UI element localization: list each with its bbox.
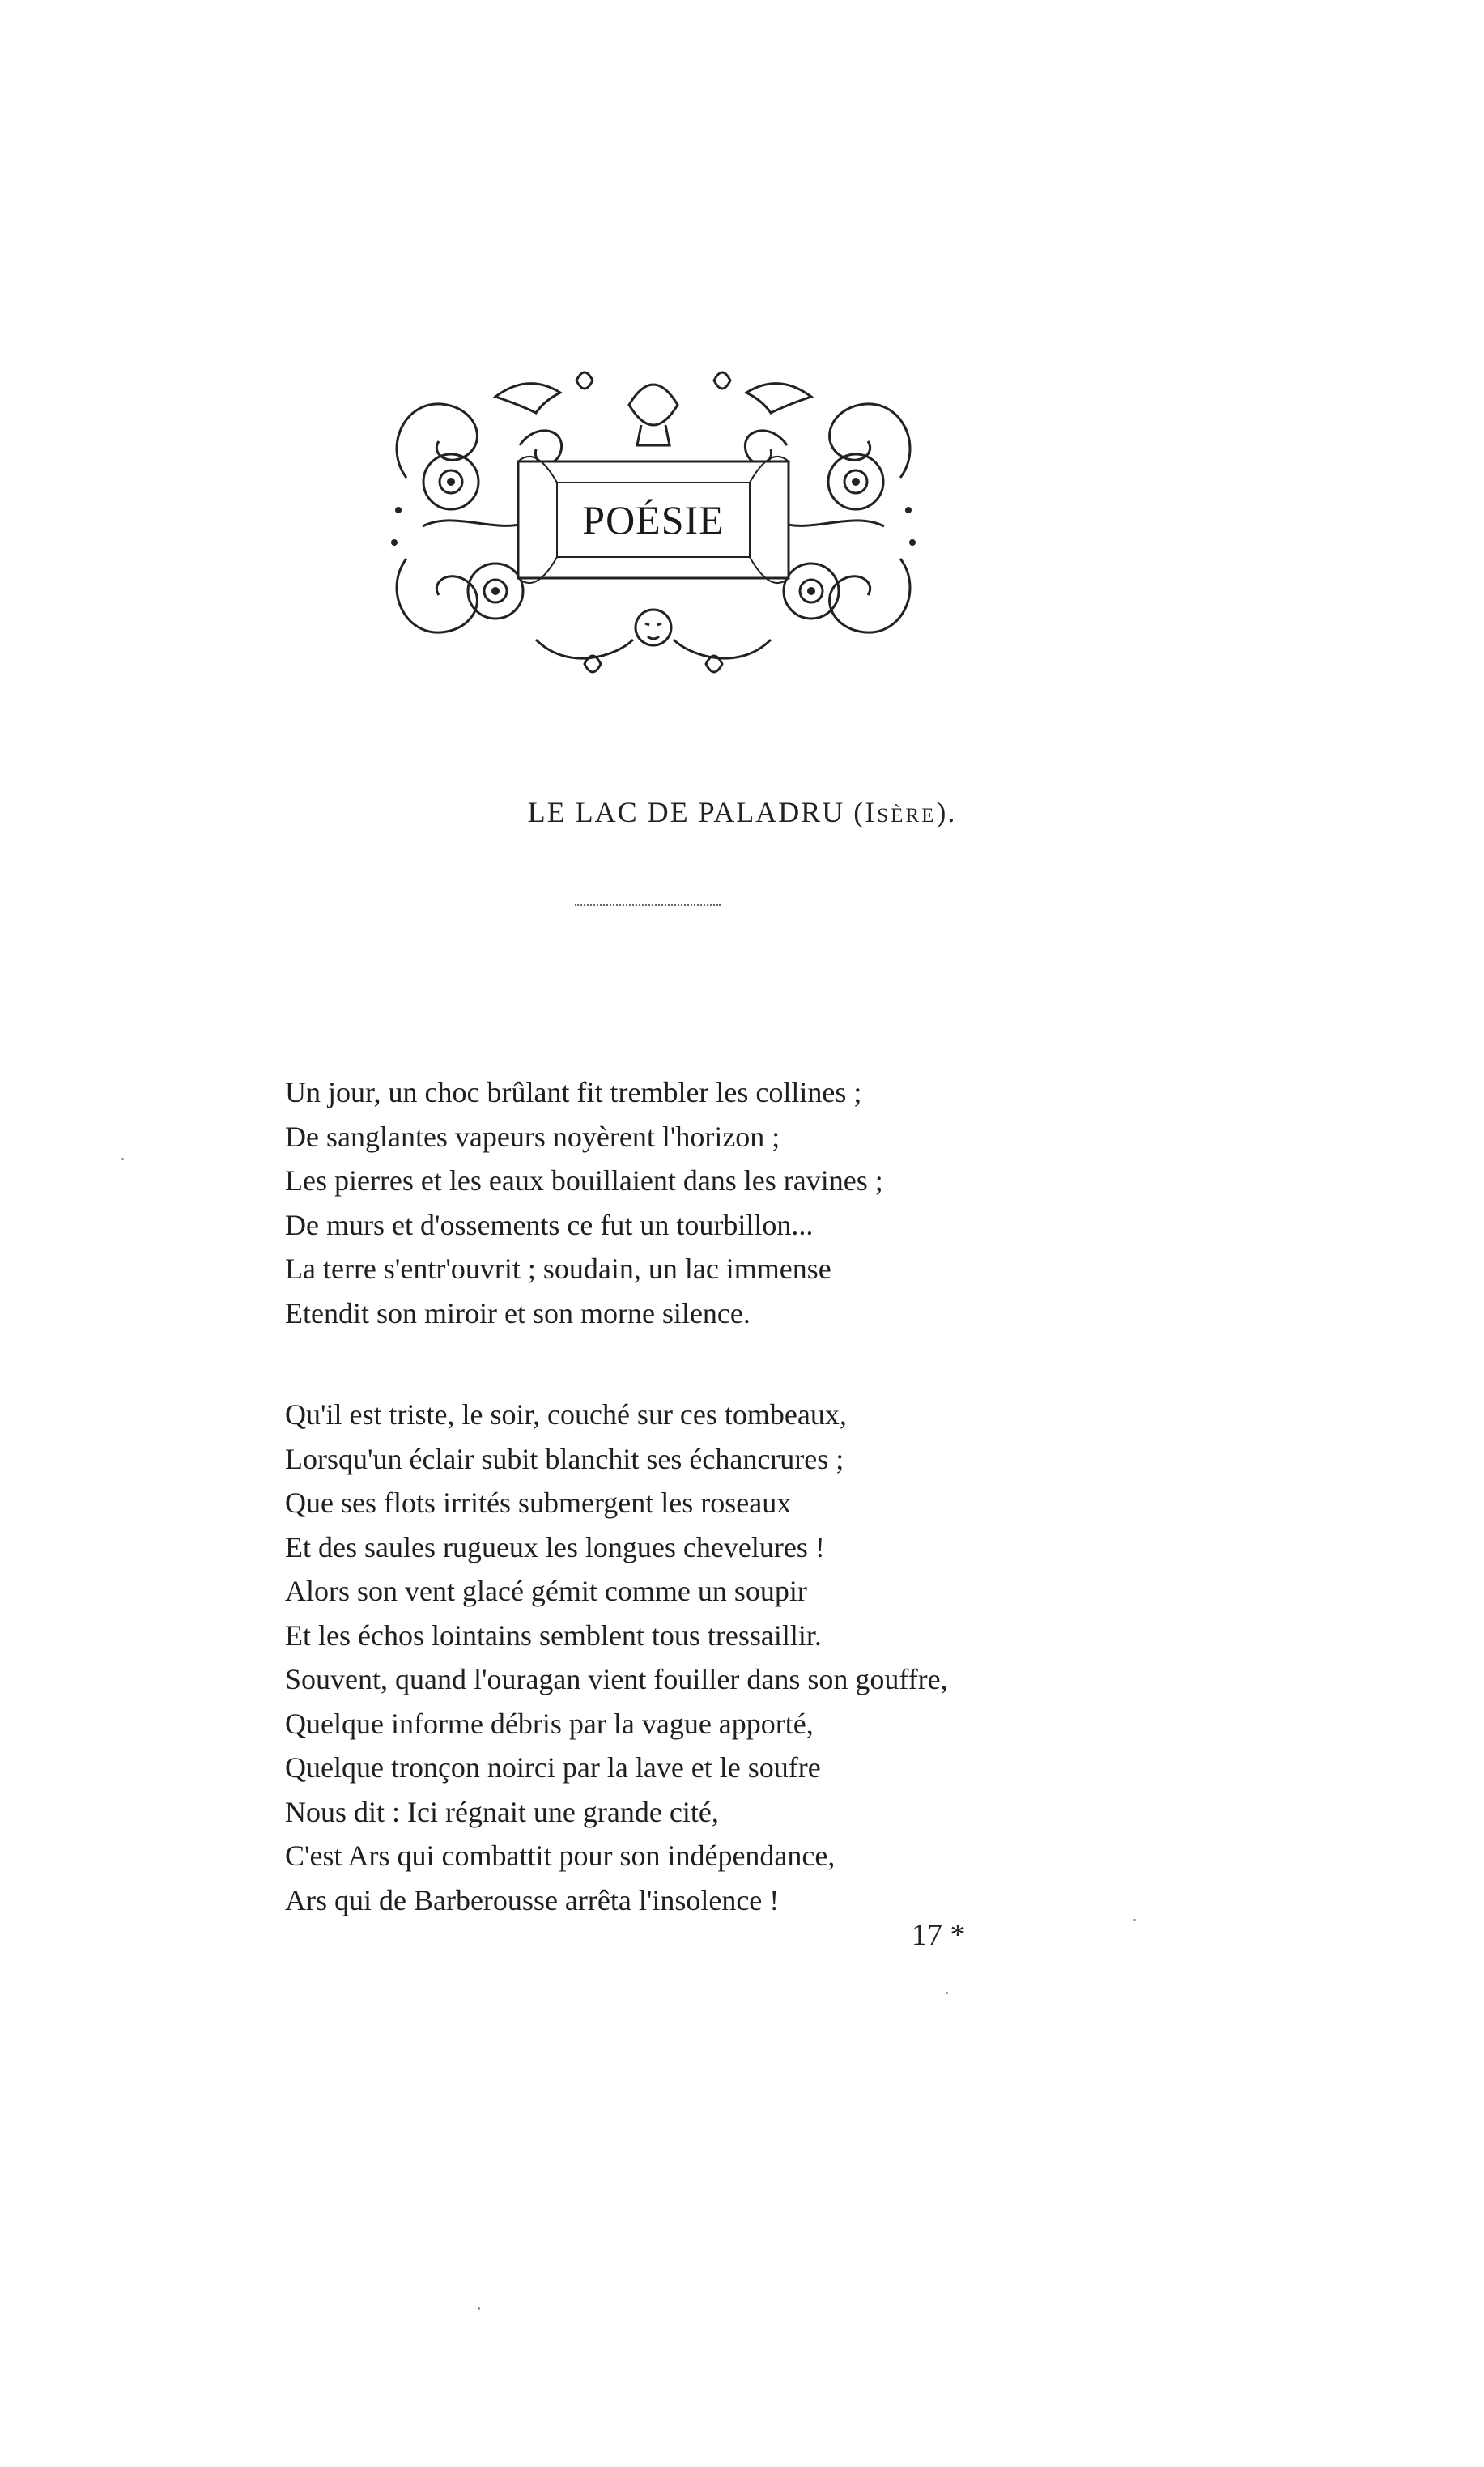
- verse-line: Lorsqu'un éclair subit blanchit ses échancrures ;: [285, 1442, 844, 1475]
- verse-line: Que ses flots irrités submergent les roseaux: [285, 1487, 792, 1519]
- verse-line: Nous dit : Ici régnait une grande cité,: [285, 1795, 719, 1828]
- verse-line: La terre s'entr'ouvrit ; soudain, un lac immense: [285, 1253, 831, 1285]
- page-number: 17 *: [912, 1918, 966, 1952]
- verse-line: Alors son vent glacé gémit comme un soupir: [285, 1575, 807, 1607]
- verse-line: Quelque informe débris par la vague apporté,: [285, 1707, 814, 1740]
- verse-line: Et les échos lointains semblent tous tressaillir.: [285, 1618, 822, 1652]
- stanza-2: [285, 1393, 1095, 1922]
- verse-line: Qu'il est triste, le soir, couché sur ces tombeaux,: [285, 1398, 847, 1431]
- verse-line: C'est Ars qui combattit pour son indépendance,: [285, 1840, 836, 1872]
- verse-line: Etendit son miroir et son morne silence.: [285, 1296, 751, 1329]
- poem-title: [0, 795, 1484, 829]
- poem-title-close: ).: [936, 796, 957, 828]
- verse-line: Un jour, un choc brûlant fit trembler les collines ;: [285, 1076, 862, 1108]
- verse-line: Quelque tronçon noirci par la lave et le soufre: [285, 1751, 821, 1784]
- verse-line: Souvent, quand l'ouragan vient fouiller dans son gouffre,: [285, 1663, 948, 1695]
- scan-speck: [1133, 1919, 1136, 1921]
- verse-line: Ars qui de Barberousse arrêta l'insolence !: [285, 1883, 780, 1916]
- scan-speck: [478, 2307, 480, 2310]
- poem-title-region: Isère: [865, 796, 937, 828]
- scan-speck: [946, 1992, 948, 1994]
- verse-line: De murs et d'ossements ce fut un tourbillon...: [285, 1208, 814, 1241]
- verse-line: De sanglantes vapeurs noyèrent l'horizon ;: [285, 1120, 780, 1153]
- ornament-cartouche: [374, 348, 933, 688]
- scan-speck: [121, 1158, 124, 1160]
- verse-line: Les pierres et les eaux bouillaient dans les ravines ;: [285, 1164, 883, 1197]
- verse-line: Et des saules rugueux les longues chevelures !: [285, 1530, 825, 1563]
- section-heading: POÉSIE: [582, 497, 725, 542]
- title-divider: [575, 904, 721, 906]
- poem-title-main: LE LAC DE PALADRU (: [527, 796, 865, 828]
- stanza-1: [285, 1070, 1095, 1335]
